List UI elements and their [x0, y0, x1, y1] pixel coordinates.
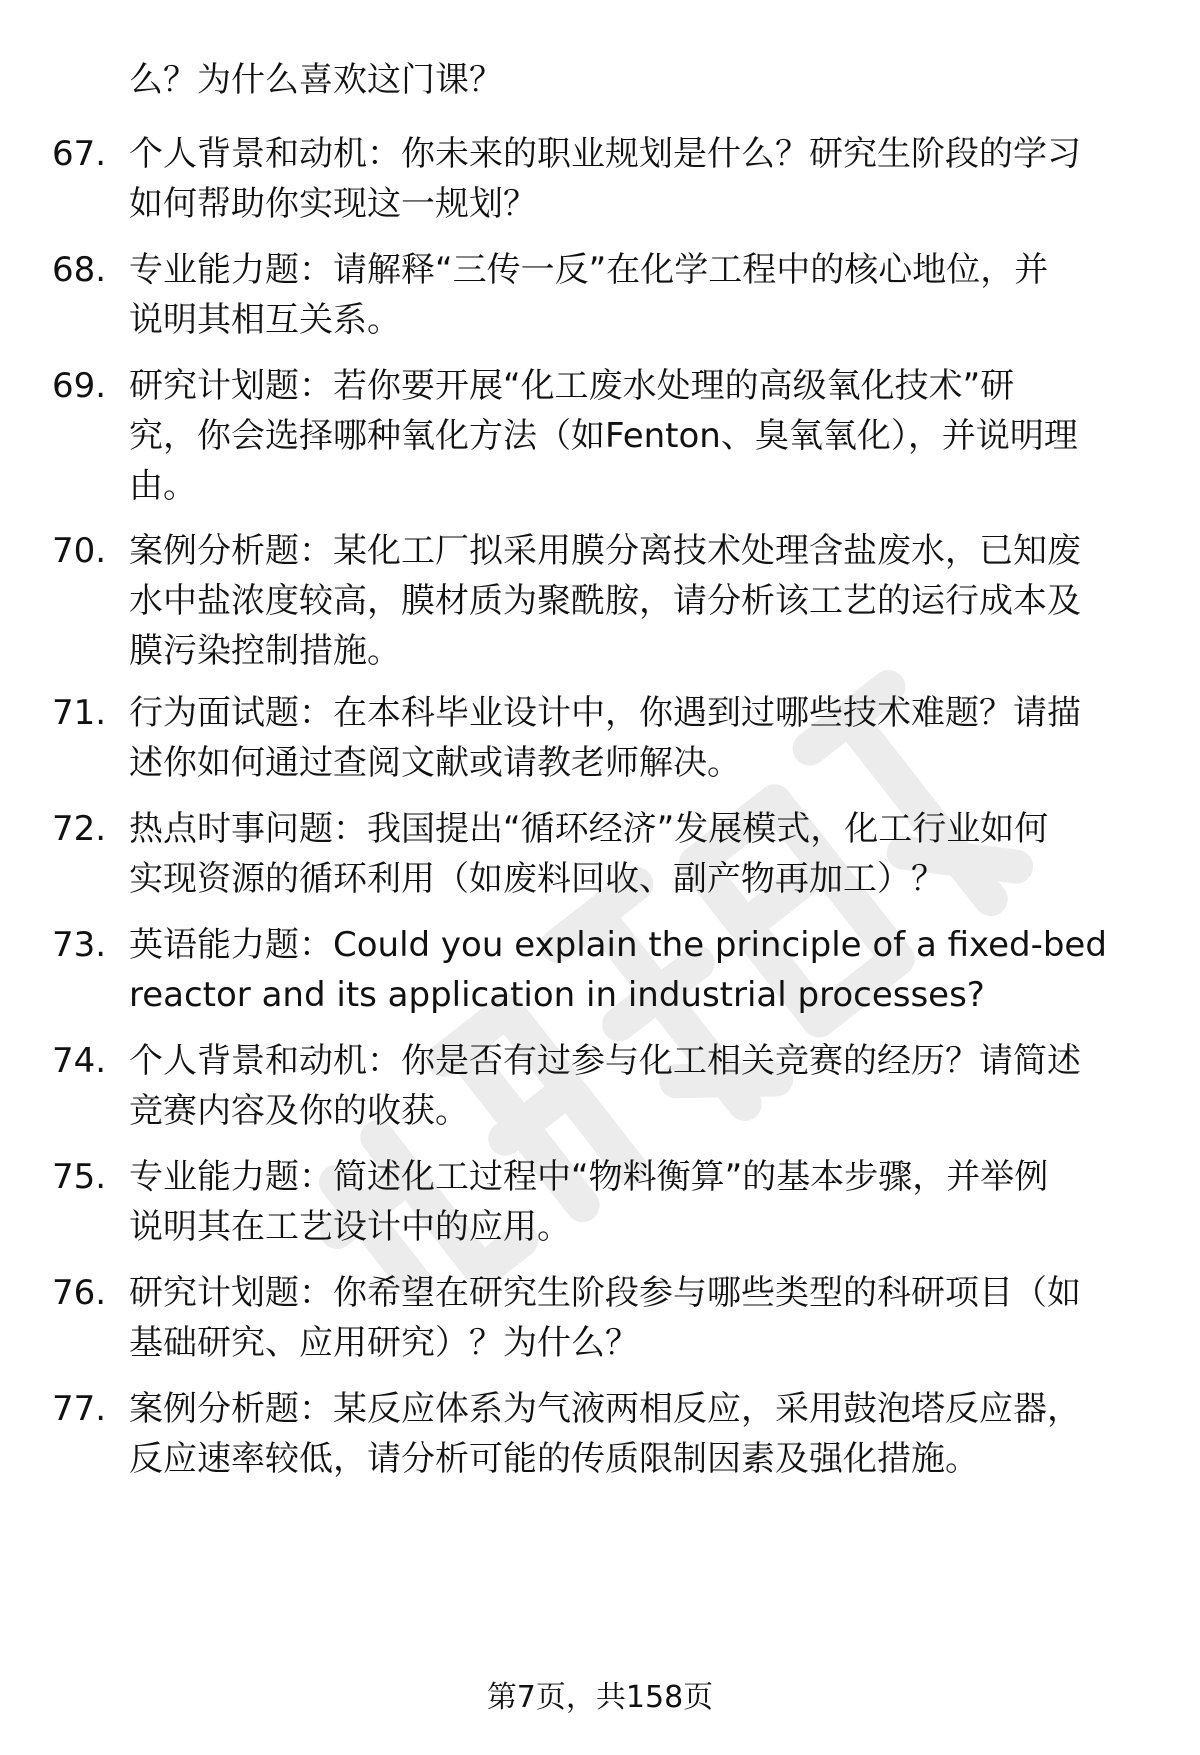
question-text — [129, 526, 1149, 676]
question-number: 74. — [52, 1041, 107, 1081]
question-text-line: 水中盐浓度较高，膜材质为聚酰胺，请分析该工艺的运行成本及 — [129, 581, 1081, 621]
question-text-line: 说明其在工艺设计中的应用。 — [129, 1207, 571, 1247]
question-number: 72. — [52, 809, 107, 849]
page-footer: 第7页，共158页 — [486, 1680, 714, 1715]
question-text-line: 研究计划题：若你要开展“化工废水处理的高级氧化技术”研 — [129, 366, 1015, 406]
question-text-line: 案例分析题：某反应体系为气液两相反应，采用鼓泡塔反应器， — [129, 1389, 1081, 1429]
question-number: 71. — [52, 693, 107, 733]
question-text — [129, 1384, 1149, 1484]
question-number: 75. — [52, 1157, 107, 1197]
question-text — [129, 361, 1149, 511]
question-text-line: 专业能力题：请解释“三传一反”在化学工程中的核心地位，并 — [129, 250, 1049, 290]
question-text — [129, 1152, 1149, 1252]
question-number: 77. — [52, 1389, 107, 1429]
question-text-line: 研究计划题：你希望在研究生阶段参与哪些类型的科研项目（如 — [129, 1273, 1081, 1313]
question-text-line: 究，你会选择哪种氧化方法（如Fenton、臭氧氧化），并说明理 — [129, 416, 1078, 456]
question-number: 69. — [52, 366, 107, 406]
question-text-line: 反应速率较低，请分析可能的传质限制因素及强化措施。 — [129, 1439, 979, 1479]
question-text-line: 个人背景和动机：你未来的职业规划是什么？研究生阶段的学习 — [129, 134, 1081, 174]
question-text — [129, 1268, 1149, 1368]
question-text-line: reactor and its application in industrial processes? — [129, 975, 985, 1015]
question-number: 68. — [52, 250, 107, 290]
question-text-line: 述你如何通过查阅文献或请教老师解决。 — [129, 743, 741, 783]
question-text-line: 热点时事问题：我国提出“循环经济”发展模式，化工行业如何 — [129, 809, 1049, 849]
question-number: 76. — [52, 1273, 107, 1313]
question-text — [129, 245, 1149, 345]
question-text — [129, 129, 1149, 229]
question-text-line: 基础研究、应用研究）？为什么？ — [129, 1323, 639, 1363]
question-number: 73. — [52, 925, 107, 965]
question-text-line: 由。 — [129, 466, 197, 506]
question-number: 70. — [52, 531, 107, 571]
continued-question-tail: 么？为什么喜欢这门课？ — [129, 60, 503, 100]
question-text-line: 个人背景和动机：你是否有过参与化工相关竞赛的经历？请简述 — [129, 1041, 1081, 1081]
question-text-line: 案例分析题：某化工厂拟采用膜分离技术处理含盐废水，已知废 — [129, 531, 1081, 571]
question-text-line: 说明其相互关系。 — [129, 300, 401, 340]
question-text-line: 英语能力题：Could you explain the principle of a fixed-bed — [129, 925, 1107, 965]
question-text-line: 竞赛内容及你的收获。 — [129, 1091, 469, 1131]
question-text-line: 行为面试题：在本科毕业设计中，你遇到过哪些技术难题？请描 — [129, 693, 1081, 733]
question-text — [129, 688, 1149, 788]
question-text — [129, 804, 1149, 904]
question-text-line: 膜污染控制措施。 — [129, 631, 401, 671]
question-text — [129, 920, 1149, 1020]
question-text-line: 如何帮助你实现这一规划？ — [129, 184, 537, 224]
question-text-line: 实现资源的循环利用（如废料回收、副产物再加工）？ — [129, 859, 945, 899]
question-text-line: 专业能力题：简述化工过程中“物料衡算”的基本步骤，并举例 — [129, 1157, 1049, 1197]
question-number: 67. — [52, 134, 107, 174]
question-text — [129, 1036, 1149, 1136]
